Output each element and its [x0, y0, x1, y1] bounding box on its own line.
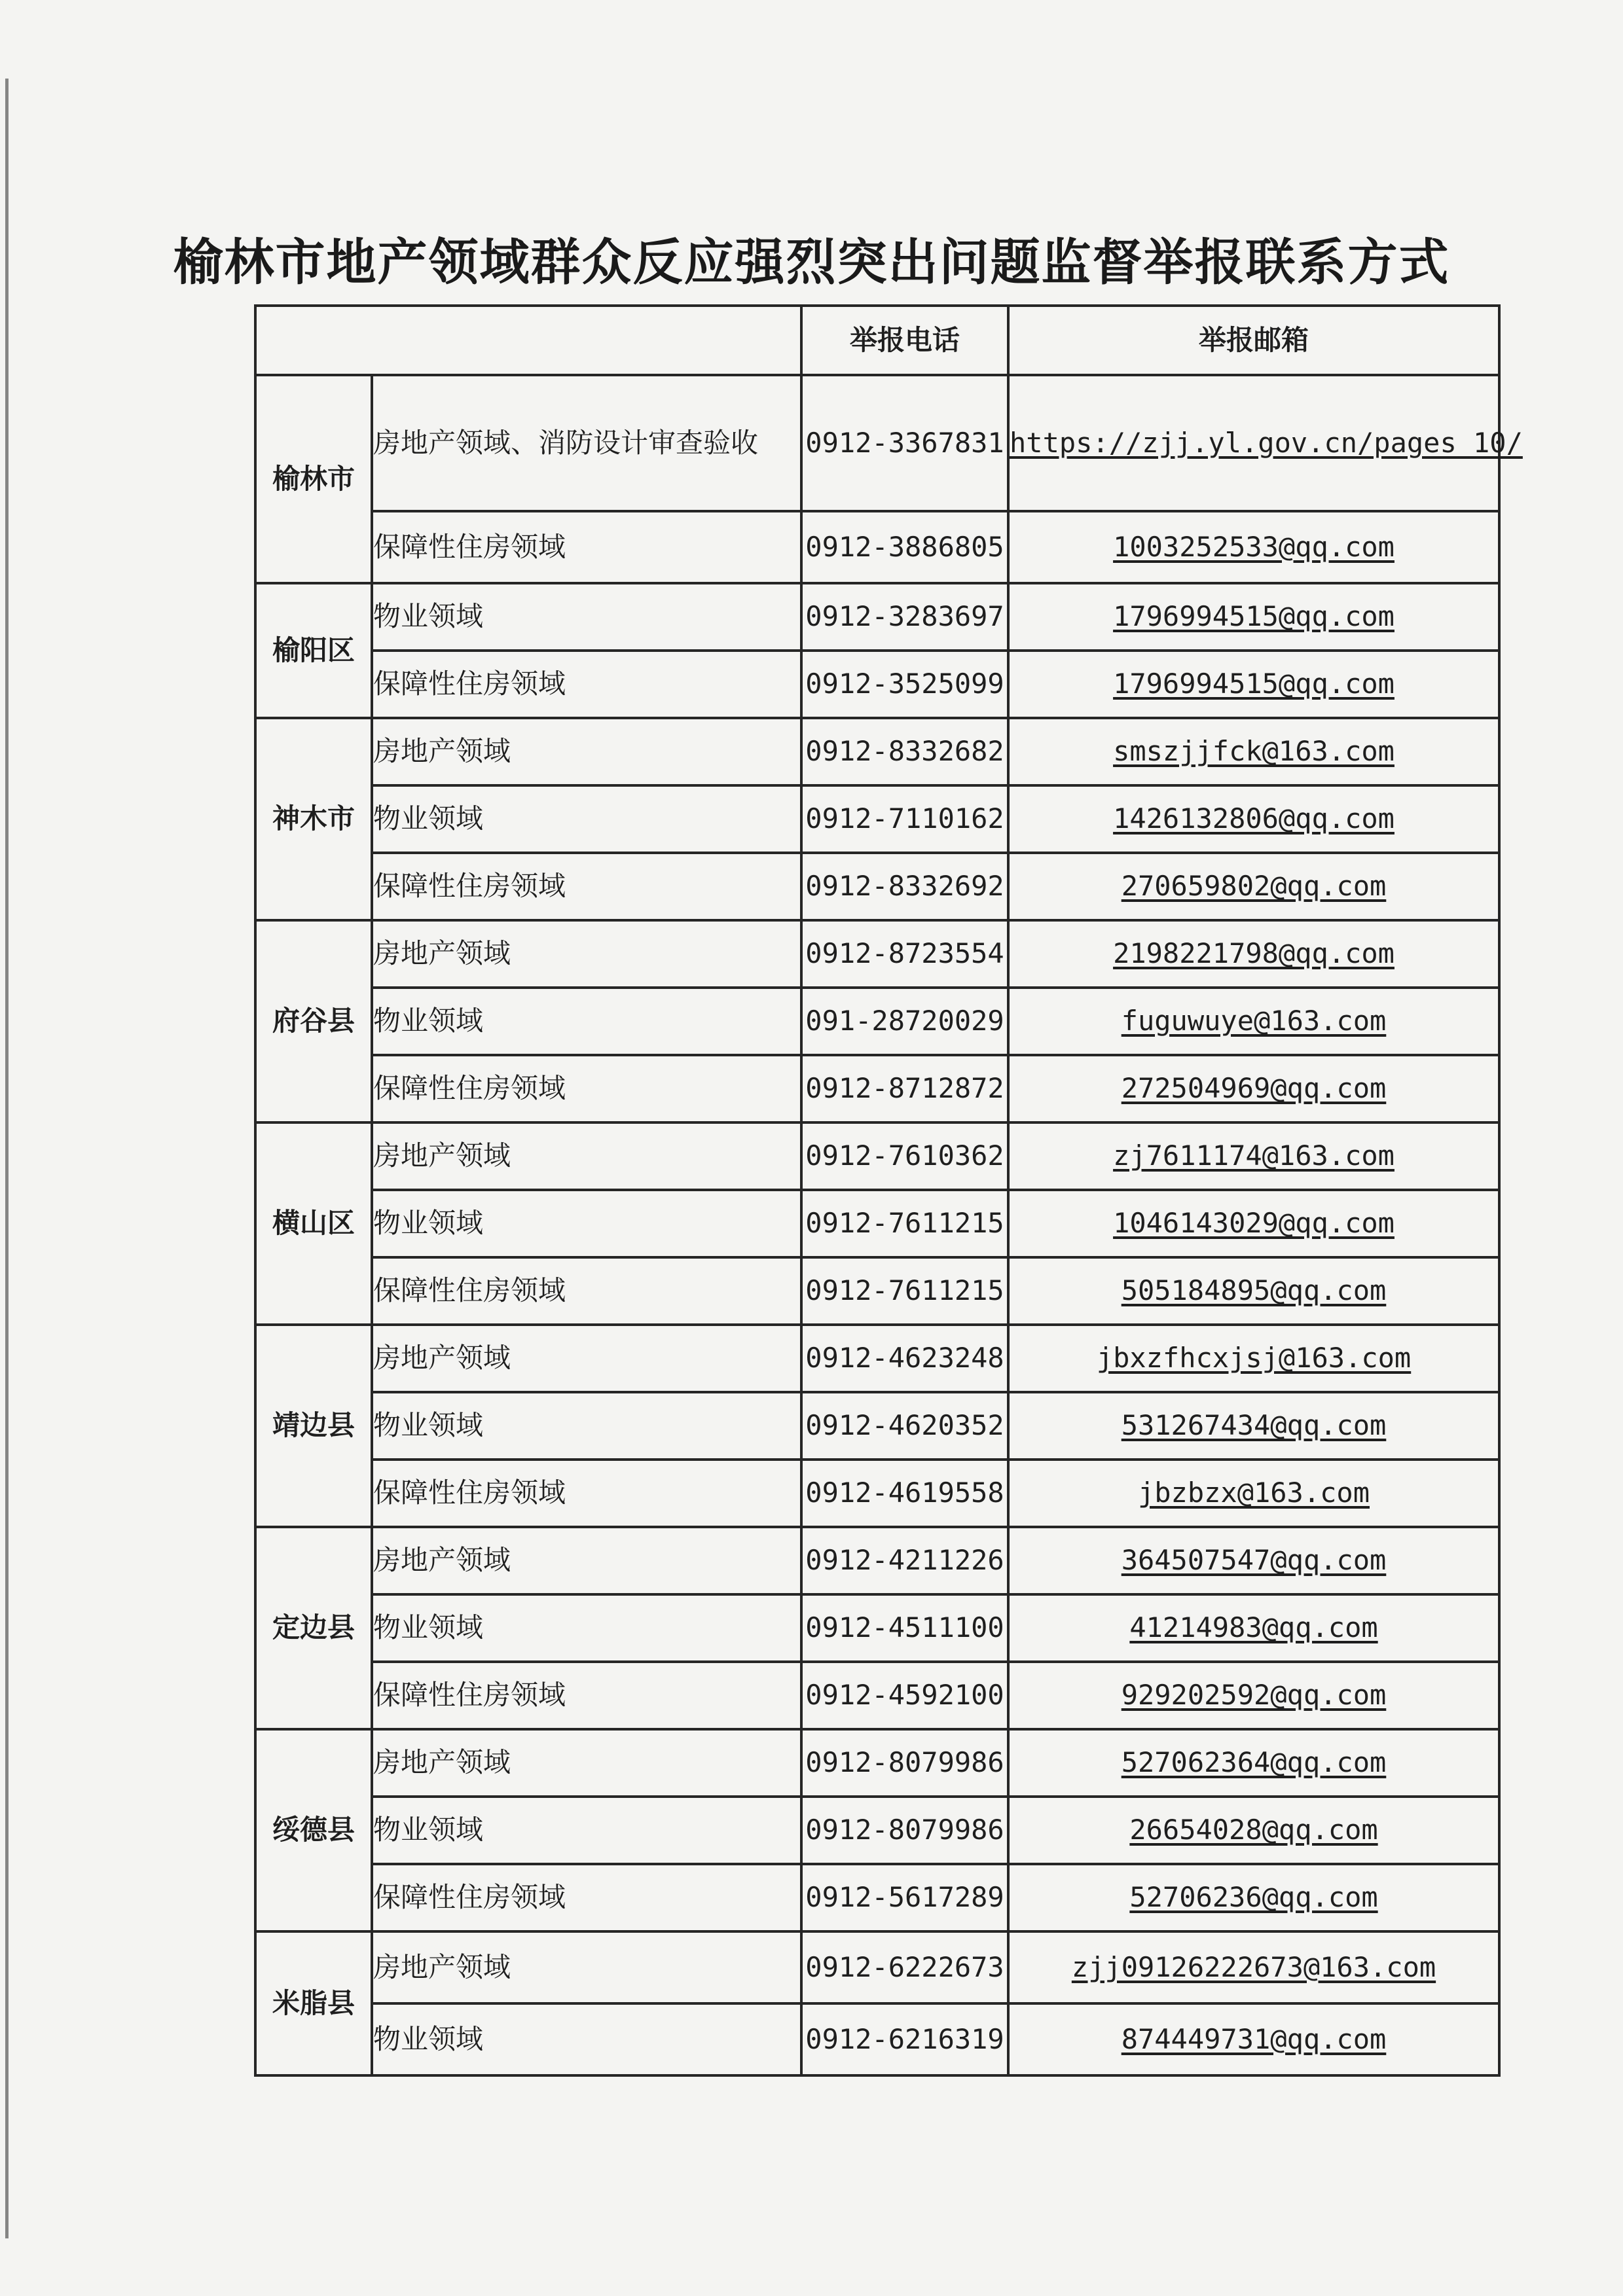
email-cell: [1008, 1931, 1499, 2003]
email-cell: [1008, 920, 1499, 988]
header-email: 举报邮箱: [1008, 306, 1499, 375]
region-name: 榆阳区: [255, 583, 372, 718]
email-cell: [1008, 1460, 1499, 1527]
phone-cell: 0912-8712872: [801, 1055, 1008, 1122]
region-name: 府谷县: [255, 920, 372, 1122]
email-cell: [1008, 1527, 1499, 1594]
region-name: 绥德县: [255, 1729, 372, 1931]
email-link[interactable]: 52706236@qq.com: [1129, 1881, 1378, 1914]
email-link[interactable]: 2198221798@qq.com: [1113, 937, 1395, 970]
phone-cell: 0912-8079986: [801, 1797, 1008, 1864]
table-row: [255, 785, 1499, 853]
phone-cell: 0912-3283697: [801, 583, 1008, 651]
email-cell: [1008, 1122, 1499, 1190]
table-row: [255, 1257, 1499, 1325]
email-link[interactable]: 1796994515@qq.com: [1113, 668, 1395, 700]
email-cell: [1008, 785, 1499, 853]
table-row: [255, 988, 1499, 1055]
table-row: [255, 853, 1499, 920]
email-link[interactable]: 929202592@qq.com: [1121, 1679, 1387, 1712]
domain-cell: 保障性住房领域: [372, 511, 801, 583]
table-row: [255, 1931, 1499, 2003]
phone-cell: 0912-7611215: [801, 1257, 1008, 1325]
email-cell: [1008, 651, 1499, 718]
phone-cell: 0912-7611215: [801, 1190, 1008, 1257]
table-row: [255, 1460, 1499, 1527]
table-row: [255, 718, 1499, 785]
phone-cell: 0912-8723554: [801, 920, 1008, 988]
email-cell: [1008, 511, 1499, 583]
region-name: 靖边县: [255, 1325, 372, 1527]
domain-cell: 房地产领域: [372, 1325, 801, 1392]
email-cell: [1008, 1864, 1499, 1931]
table-row: [255, 1122, 1499, 1190]
phone-cell: 0912-5617289: [801, 1864, 1008, 1931]
email-cell: [1008, 1729, 1499, 1797]
contact-table: [254, 304, 1523, 2077]
domain-cell: 房地产领域: [372, 718, 801, 785]
email-cell: [1008, 2003, 1499, 2075]
domain-cell: 保障性住房领域: [372, 651, 801, 718]
region-name: 米脂县: [255, 1931, 372, 2075]
email-link[interactable]: smszjjfck@163.com: [1113, 735, 1395, 768]
phone-cell: 0912-4511100: [801, 1594, 1008, 1662]
email-cell: [1008, 375, 1523, 511]
email-cell: [1008, 988, 1499, 1055]
domain-cell: 物业领域: [372, 988, 801, 1055]
email-link[interactable]: 272504969@qq.com: [1121, 1072, 1387, 1105]
phone-cell: 0912-6222673: [801, 1931, 1008, 2003]
email-link[interactable]: zj7611174@163.com: [1113, 1139, 1395, 1172]
email-link[interactable]: jbzbzx@163.com: [1137, 1477, 1370, 1509]
table-row: [255, 1527, 1499, 1594]
table-row: [255, 920, 1499, 988]
domain-cell: 物业领域: [372, 1190, 801, 1257]
email-link[interactable]: fuguwuye@163.com: [1121, 1005, 1387, 1037]
email-cell: [1008, 1257, 1499, 1325]
email-link[interactable]: 1003252533@qq.com: [1113, 530, 1395, 563]
phone-cell: 0912-8332682: [801, 718, 1008, 785]
email-link[interactable]: jbxzfhcxjsj@163.com: [1096, 1342, 1412, 1374]
email-link[interactable]: 505184895@qq.com: [1121, 1274, 1387, 1307]
email-cell: [1008, 853, 1499, 920]
email-link[interactable]: 1796994515@qq.com: [1113, 600, 1395, 633]
phone-cell: 0912-3367831: [801, 375, 1008, 511]
table-row: [255, 2003, 1499, 2075]
header-blank: [255, 306, 801, 375]
email-link[interactable]: 1426132806@qq.com: [1113, 802, 1395, 835]
table-row: [255, 1392, 1499, 1460]
table-row: [255, 1864, 1499, 1931]
domain-cell: 保障性住房领域: [372, 1257, 801, 1325]
email-link[interactable]: 531267434@qq.com: [1121, 1409, 1387, 1442]
email-cell: [1008, 1662, 1499, 1729]
email-link[interactable]: 874449731@qq.com: [1121, 2022, 1387, 2055]
header-phone: 举报电话: [801, 306, 1008, 375]
phone-cell: 0912-3886805: [801, 511, 1008, 583]
domain-cell: 保障性住房领域: [372, 1055, 801, 1122]
phone-cell: 0912-6216319: [801, 2003, 1008, 2075]
email-cell: [1008, 1190, 1499, 1257]
phone-cell: 0912-4619558: [801, 1460, 1008, 1527]
domain-cell: 房地产领域、消防设计审查验收: [372, 375, 801, 511]
email-link[interactable]: https://zjj.yl.gov.cn/pages_10/: [1010, 426, 1523, 459]
phone-cell: 0912-4211226: [801, 1527, 1008, 1594]
domain-cell: 保障性住房领域: [372, 1662, 801, 1729]
domain-cell: 房地产领域: [372, 1527, 801, 1594]
email-cell: [1008, 583, 1499, 651]
domain-cell: 物业领域: [372, 1392, 801, 1460]
domain-cell: 房地产领域: [372, 1122, 801, 1190]
table-row: [255, 651, 1499, 718]
page-title: 榆林市地产领域群众反应强烈突出问题监督举报联系方式: [173, 233, 1450, 291]
phone-cell: 091-28720029: [801, 988, 1008, 1055]
table-row: [255, 511, 1499, 583]
phone-cell: 0912-8079986: [801, 1729, 1008, 1797]
email-link[interactable]: 527062364@qq.com: [1121, 1746, 1387, 1779]
domain-cell: 物业领域: [372, 2003, 801, 2075]
domain-cell: 房地产领域: [372, 1729, 801, 1797]
domain-cell: 物业领域: [372, 1594, 801, 1662]
domain-cell: 房地产领域: [372, 1931, 801, 2003]
phone-cell: 0912-7110162: [801, 785, 1008, 853]
table-row: [255, 375, 1499, 511]
domain-cell: 保障性住房领域: [372, 853, 801, 920]
domain-cell: 保障性住房领域: [372, 1864, 801, 1931]
region-name: 定边县: [255, 1527, 372, 1729]
email-cell: [1008, 1594, 1499, 1662]
phone-cell: 0912-8332692: [801, 853, 1008, 920]
domain-cell: 物业领域: [372, 583, 801, 651]
domain-cell: 保障性住房领域: [372, 1460, 801, 1527]
email-link[interactable]: zjj09126222673@163.com: [1071, 1950, 1436, 1983]
table-row: [255, 1055, 1499, 1122]
email-link[interactable]: 364507547@qq.com: [1121, 1544, 1387, 1577]
phone-cell: 0912-4620352: [801, 1392, 1008, 1460]
region-name: 横山区: [255, 1122, 372, 1325]
email-link[interactable]: 1046143029@qq.com: [1113, 1207, 1395, 1240]
email-cell: [1008, 1392, 1499, 1460]
table-row: [255, 1662, 1499, 1729]
table-header-row: [255, 306, 1499, 375]
email-link[interactable]: 26654028@qq.com: [1129, 1814, 1378, 1846]
email-cell: [1008, 1325, 1499, 1392]
scan-edge-line: [5, 79, 9, 2238]
region-name: 神木市: [255, 718, 372, 920]
email-link[interactable]: 41214983@qq.com: [1129, 1611, 1378, 1644]
table-row: [255, 1190, 1499, 1257]
phone-cell: 0912-4592100: [801, 1662, 1008, 1729]
domain-cell: 房地产领域: [372, 920, 801, 988]
email-cell: [1008, 1797, 1499, 1864]
phone-cell: 0912-4623248: [801, 1325, 1008, 1392]
domain-cell: 物业领域: [372, 1797, 801, 1864]
domain-cell: 物业领域: [372, 785, 801, 853]
region-name: 榆林市: [255, 375, 372, 583]
email-link[interactable]: 270659802@qq.com: [1121, 870, 1387, 903]
table-row: [255, 1797, 1499, 1864]
table-row: [255, 1729, 1499, 1797]
table-row: [255, 583, 1499, 651]
phone-cell: 0912-3525099: [801, 651, 1008, 718]
table-row: [255, 1325, 1499, 1392]
email-cell: [1008, 718, 1499, 785]
table-row: [255, 1594, 1499, 1662]
email-cell: [1008, 1055, 1499, 1122]
phone-cell: 0912-7610362: [801, 1122, 1008, 1190]
